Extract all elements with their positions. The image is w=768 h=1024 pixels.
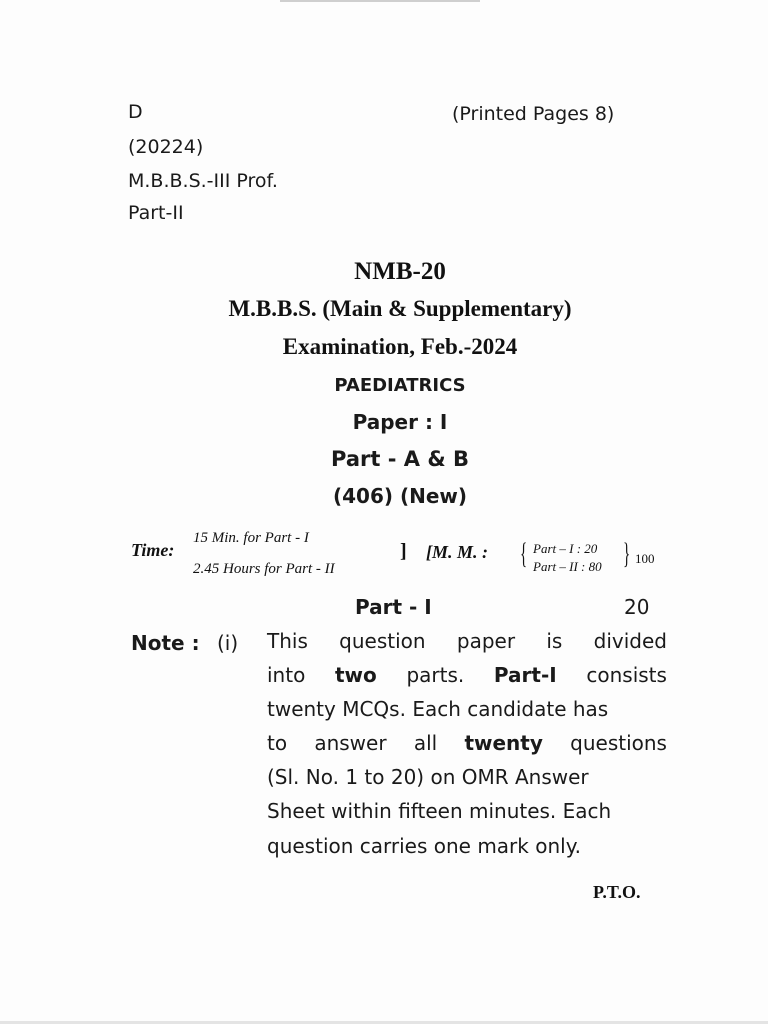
note-label: Note : [131, 631, 200, 655]
right-brace: } [623, 537, 631, 570]
paper-code: (20224) [128, 136, 204, 158]
exam-session: Examination, Feb.-2024 [282, 334, 518, 359]
subject: PAEDIATRICS [334, 375, 466, 396]
time-part1: 15 Min. for Part - I [193, 530, 309, 546]
note-line-7: question carries one mark only. [267, 834, 582, 858]
section-heading: Part - I [355, 595, 432, 619]
set-code: D [128, 101, 143, 123]
course-name: M.B.B.S.-III Prof. [128, 170, 278, 192]
time-bracket: ] [400, 540, 407, 562]
section-marks: 20 [624, 595, 650, 619]
max-marks-part2: Part – II : 80 [533, 559, 602, 574]
course-part: Part-II [128, 202, 184, 224]
note-line-5: (Sl. No. 1 to 20) on OMR Answer [267, 765, 589, 789]
time-part2: 2.45 Hours for Part - II [193, 561, 335, 577]
note-line-1: This question paper is divided [267, 629, 667, 653]
paper-id: (406) (New) [332, 484, 468, 508]
note-line-2: into two parts. Part-I consists [267, 663, 667, 687]
note-index: (i) [217, 631, 239, 655]
note-line-6: Sheet within fifteen minutes. Each [267, 799, 612, 823]
exam-title: M.B.B.S. (Main & Supplementary) [228, 296, 572, 321]
time-label: Time: [131, 540, 175, 560]
max-marks-part1: Part – I : 20 [533, 541, 598, 556]
left-brace: { [520, 537, 528, 570]
note-line-4: to answer all twenty questions [267, 731, 667, 755]
pto-label: P.T.O. [593, 882, 641, 902]
top-edge-line [280, 0, 480, 2]
exam-code: NMB-20 [354, 258, 446, 285]
parts-heading: Part - A & B [331, 447, 469, 471]
paper-number: Paper : I [352, 410, 448, 434]
max-marks-label: [M. M. : [426, 542, 488, 562]
max-marks-total: 100 [635, 551, 655, 566]
note-line-3: twenty MCQs. Each candidate has [267, 697, 609, 721]
printed-pages: (Printed Pages 8) [452, 103, 615, 125]
